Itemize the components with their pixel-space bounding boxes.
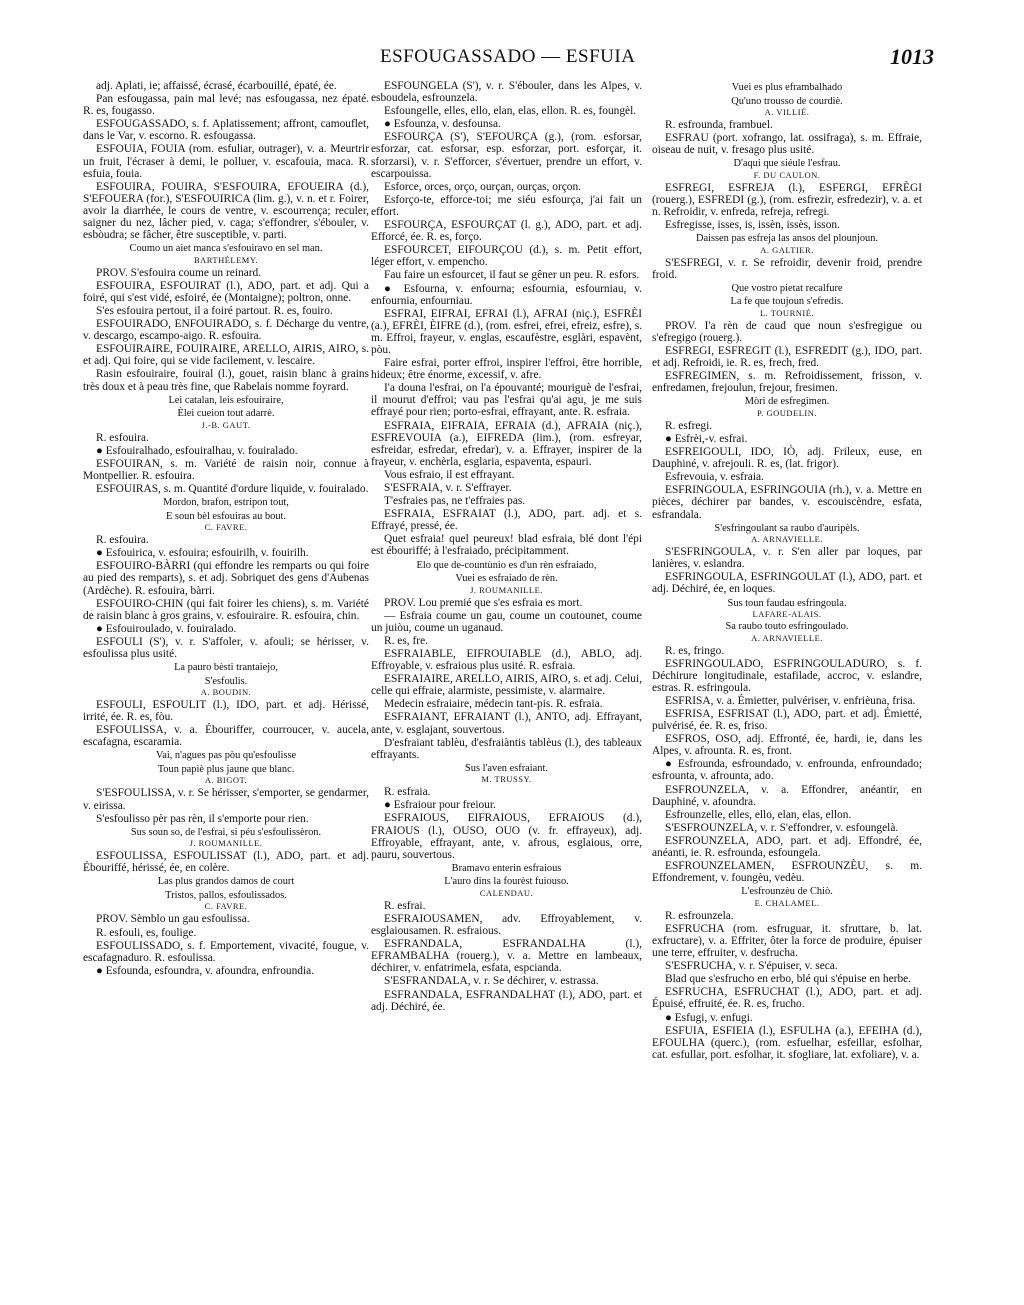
dictionary-entry: Pan esfougassa, pain mal levé; nas esfougassa, nez épaté. R. es, fougasso.: [83, 93, 369, 118]
quotation-author: LAFARE-ALAIS.: [752, 609, 822, 620]
quotation-author: A. VILLIÉ.: [764, 107, 810, 117]
dictionary-entry: ESFRANDALA, ESFRANDALHAT (l.), ADO, part. et adj. Déchiré, ée.: [371, 988, 642, 1013]
quotation-author: C. FAVRE.: [204, 522, 248, 533]
quotation-line: Elo que de-countùnio es d'un rèn esfraiado,: [416, 559, 597, 571]
quotation-line: Mordon, brafon, estripon tout,: [163, 497, 289, 509]
dictionary-entry: ESFOUIRA, ESFOUIRAT (l.), ADO, part. et adj. Qui a foiré, qui s'est vidé, esfoiré, ée (Montaigne); poltron, onne.: [83, 279, 369, 304]
dictionary-entry: Esforço-te, efforce-toi; me siéu esfourça, j'ai fait un effort.: [371, 193, 642, 218]
running-title: ESFOUGASSADO — ESFUIA: [380, 46, 636, 67]
quotation-line: Daissen pas esfreja las ansos del plounjoun.: [695, 233, 879, 245]
dictionary-entry: ESFREGI, ESFREGIT (l.), ESFREDIT (g.), IDO, part. et adj. Refroidi, ie. R. es, frech, fred.: [652, 345, 922, 370]
dictionary-entry: ● Esfouiroulado, v. fouiralado.: [96, 622, 237, 635]
dictionary-entry: ESFRAI, EIFRAI, EFRAI (l.), AFRAI (niç.), ESFRÈI (a.), EFRÈI, ÈIFRE (d.), (rom. esfrei, efrei, efreiz, esfre), s. m. Effroi, frayeur, v. englas, escaufèstre, esglàri, espavènt, pòu.: [371, 307, 642, 356]
dictionary-entry: S'ESFRANDALA, v. r. Se déchirer, v. estrassa.: [384, 975, 599, 988]
quotation-author: M. TRUSSY.: [481, 774, 532, 785]
dictionary-entry: ● Esfouirica, v. esfouira; esfouirilh, v. fouirilh.: [96, 547, 309, 560]
quotation-author: L. TOURNIÉ.: [759, 307, 815, 318]
quotation-author: A. ARNAVIELLE.: [751, 632, 823, 643]
dictionary-entry: PROV. I'a rèn de caud que noun s'esfregigue ou s'efregigo (rouerg.).: [652, 319, 922, 344]
dictionary-entry: PROV. S'esfouira coume un reinard.: [96, 266, 262, 279]
dictionary-entry: ● Esfouiralhado, esfouiralhau, v. fouiralado.: [96, 444, 298, 457]
dictionary-entry: ESFOUIRO-BÀRRI (qui effondre les remparts ou qui foire au pied des remparts), s. et adj. Sobriquet des gens d'Aubenas (Ardèche). R. esfouira, bàrri.: [83, 560, 369, 597]
dictionary-entry: ESFOUIRAS, s. m. Quantité d'ordure liquide, v. fouiralado.: [96, 483, 369, 496]
dictionary-entry: R. esfraia.: [384, 786, 431, 799]
dictionary-entry: ESFRINGOULA, ESFRINGOULAT (l.), ADO, part. et adj. Déchiré, ée, en loques.: [652, 571, 922, 596]
dictionary-entry: R. esfouira.: [96, 534, 149, 547]
dictionary-entry: I'a douna l'esfrai, on l'a épouvanté; mouriguè de l'esfrai, il mourut d'effroi; vau pas l'esfrai qu'ai agu, je me suis effrayé pour rien; porto-esfrai, effrayant, ante. R. esfraia.: [371, 382, 642, 419]
dictionary-entry: ESFREIGOULI, IDO, IÒ, adj. Frileux, euse, en Dauphiné, v. afrejouli. R. es, (lat. frigor).: [652, 446, 922, 471]
quotation-line: Sus toun faudau esfringoula.: [727, 597, 847, 609]
dictionary-entry: ESFROUNZELA, v. a. Effondrer, anéantir, en Dauphiné, v. afoundra.: [652, 783, 922, 808]
dictionary-entry: ESFRISA, v. a. Émietter, pulvériser, v. enfrièuna, frisa.: [665, 694, 916, 707]
page-header: [0, 46, 1024, 72]
dictionary-entry: ESFROUNZELA, ADO, part. et adj. Effondré, ée, anéanti, ie. R. esfrounda, esfoungela.: [652, 834, 922, 860]
dictionary-entry: Faire esfrai, porter effroi, inspirer l'effroi, être horrible, hideux; être énorme, excessif, v. afre.: [371, 357, 642, 382]
quotation-line: D'aqui que siéule l'esfrau.: [733, 158, 841, 170]
dictionary-entry: ESFOURÇA, ESFOURÇAT (l. g.), ADO, part. et adj. Efforcé, ée. R. es, forço.: [371, 219, 642, 244]
dictionary-entry: PROV. Lou premié que s'es esfraia es mort.: [384, 596, 583, 609]
quotation-line: Vai, n'agues pas pòu qu'esfoulisse: [155, 750, 297, 762]
dictionary-entry: S'es esfouira pertout, il a foiré partout. R. es, fouiro.: [96, 305, 333, 317]
quotation-line: E soun bèl esfouiras au bout.: [165, 510, 287, 522]
dictionary-entry: ● Esfraiour pour freiour.: [384, 799, 496, 812]
dictionary-entry: S'ESFREGI, v. r. Se refroidir, devenir froid, prendre froid.: [652, 256, 922, 281]
dictionary-entry: ESFROUNZELAMEN, ESFROUNZÈU, s. m. Effondrement, v. foungèu, vedèu.: [652, 860, 922, 885]
dictionary-entry: Esfrevouia, v. esfraia.: [665, 471, 764, 484]
dictionary-entry: R. esfrai.: [384, 899, 426, 912]
dictionary-entry: Esfrounzelle, elles, ello, elan, elas, ellon.: [665, 808, 852, 821]
dictionary-entry: ESFREGIMEN, s. m. Refroidissement, frisson, v. enfredamen, frejoulun, frejour, fresimen.: [652, 370, 922, 395]
dictionary-entry: ESFRAIABLE, EIFROUIABLE (d.), ABLO, adj. Effroyable, v. esfraious plus usité. R. esfraia.: [371, 647, 642, 673]
dictionary-entry: D'esfraiant tablèu, d'esfraiàntis tablèus (l.), des tableaux effrayants.: [371, 736, 642, 761]
quotation-line: Sa raubo touto esfringoulado.: [725, 621, 849, 633]
dictionary-entry: Blad que s'esfrucho en erbo, blé qui s'épuise en herbe.: [665, 973, 912, 986]
quotation-line: Tristos, pallos, esfoulissados.: [165, 889, 287, 901]
quotation-author: J.-B. GAUT.: [201, 419, 251, 430]
dictionary-entry: ESFOUNGELA (S'), v. r. S'ébouler, dans les Alpes, v. esboudela, esfrounzela.: [371, 80, 642, 105]
quotation-author: F. DU CAULON.: [753, 169, 821, 180]
dictionary-entry: Vous esfraio, il est effrayant.: [384, 468, 515, 481]
dictionary-entry: ESFOURCET, EIFOURÇOU (d.), s. m. Petit effort, léger effort, v. empencho.: [371, 244, 642, 269]
dictionary-entry: R. esfouli, es, foulige.: [96, 926, 197, 939]
dictionary-entry: ESFRUCHA, ESFRUCHAT (l.), ADO, part. et adj. Épuisé, effruité, ée. R. es, frucho.: [652, 986, 922, 1011]
dictionary-entry: Quet esfraia! quel peureux! blad esfraia, blé dont l'épi est ébouriffé; à l'esfraiado, précipitamment.: [371, 533, 642, 558]
quotation-line: Qu'uno trousso de courdiè.: [731, 95, 843, 107]
dictionary-entry: R. es, fringo.: [665, 644, 725, 657]
quotation-author: A. BIGOT.: [204, 775, 248, 786]
quotation-author: BARTHÉLEMY.: [193, 254, 259, 265]
dictionary-entry: S'ESFROUNZELA, v. r. S'effondrer, v. esfoungelà.: [665, 821, 899, 834]
quotation-line: Coumo un aiet manca s'esfouiravo en sel man.: [129, 243, 323, 255]
dictionary-entry: adj. Aplati, ie; affaissé, écrasé, écarbouillé, épaté, ée.: [96, 80, 337, 92]
quotation-line: Sus l'aven esfraiant.: [465, 762, 548, 774]
dictionary-entry: R. es, fre.: [384, 634, 428, 647]
dictionary-entry: T'esfraies pas, ne t'effraies pas.: [384, 495, 526, 508]
dictionary-entry: ESFRANDALA, ESFRANDALHA (l.), EFRAMBALHA (rouerg.), v. a. Mettre en lambeaux, déchirer, v. enfatrimela, esfata, espcianda.: [371, 938, 642, 975]
dictionary-entry: ESFOULISSA, ESFOULISSAT (l.), ADO, part. et adj. Ébouriffé, hérissé, ée, en colère.: [83, 850, 369, 875]
dictionary-entry: ESFOULI (S'), v. r. S'affoler, v. afouli; se hérisser, v. esfoulissa plus usité.: [83, 635, 369, 660]
quotation-line: Mòri de esfregimen.: [744, 396, 830, 408]
dictionary-entry: ● Esfourna, v. enfourna; esfournia, esfourniau, v. enfournia, enfourniau.: [371, 282, 642, 307]
quotation-line: Sus soun so, de l'esfrai, si péu s'esfoulissèron.: [130, 826, 322, 838]
dictionary-entry: S'ESFRINGOULA, v. r. S'en aller par loques, par lanières, v. eslandra.: [652, 546, 922, 571]
quotation-line: L'auro dins la fourèst fuiouso.: [444, 876, 569, 888]
dictionary-entry: ESFOULI, ESFOULIT (l.), IDO, part. et adj. Hérissé, irrité, ée. R. es, fòu.: [83, 699, 369, 724]
dictionary-entry: R. esfrounda, frambuel.: [665, 119, 773, 131]
dictionary-entry: — Esfraia coume un gau, coume un coutounet, coume un juiòu, coume un uganaud.: [371, 609, 642, 634]
quotation-author: A. GALTIER.: [760, 244, 814, 255]
quotation-author: J. ROUMANILLE.: [189, 838, 263, 849]
dictionary-entry: ESFROS, OSO, adj. Effronté, ée, hardi, ie, dans les Alpes, v. afrounta. R. es, front.: [652, 733, 922, 758]
quotation-author: E. CHALAMEL.: [754, 897, 820, 908]
dictionary-entry: R. esfrounzela.: [665, 909, 734, 922]
quotation-author: J. ROUMANILLE.: [470, 584, 543, 595]
dictionary-entry: ESFRUCHA (rom. esfruguar, it. sfruttare, b. lat. exfructare), v. a. Effriter, ôter la force de produire, épuiser une terre, effruiter, v. desfrucha.: [652, 922, 922, 960]
quotation-line: La fe que toujoun s'efredis.: [730, 296, 844, 308]
dictionary-entry: ESFRAIA, EIFRAIA, EFRAIA (d.), AFRAIA (niç.), ESFREVOUIA (a.), EIFREDA (lim.), (rom. esfreyar, esfreidar, esfredar, efredar), v. a. Effrayer, inspirer de la frayeur, v. enchèrla, esglaria, espaventa, espauri.: [371, 419, 642, 468]
dictionary-entry: ESFRINGOULADO, ESFRINGOULADURO, s. f. Déchirure longitudinale, estafilade, accroc, v. eslandre, estras. R. esfringoula.: [652, 657, 922, 694]
quotation-line: Que vostro pietat recalfure: [731, 282, 843, 294]
dictionary-entry: ● Esfrèi,-v. esfrai.: [665, 433, 748, 445]
dictionary-entry: ESFOULISSADO, s. f. Emportement, vivacité, fougue, v. escafagnaduro. R. esfoulissa.: [83, 939, 369, 964]
dictionary-entry: ESFOUIA, FOUIA (rom. esfuliar, outrager), v. a. Meurtrir un fruit, l'écraser à demi, le polluer, v. escafouia, maca. R. esfuia, fouia.: [83, 143, 369, 180]
dictionary-entry: Rasin esfouiraire, fouiral (l.), gouet, raisin blanc à grains très doux et à peau très fine, que Rabelais nomme foyrard.: [83, 368, 369, 393]
quotation-author: P. GOUDELIN.: [756, 407, 818, 418]
quotation-author: C. FAVRE.: [204, 901, 248, 912]
dictionary-entry: ● Esfrounda, esfroundado, v. enfrounda, enfroundado; esfrounta, v. afrounta, ado.: [652, 758, 922, 783]
quotation-author: CALENDAU.: [479, 887, 534, 898]
dictionary-entry: ● Esfounza, v. desfounsa.: [384, 118, 501, 131]
dictionary-entry: ESFRINGOULA, ESFRINGOUIA (rh.), v. a. Mettre en pièces, déchirer par bandes, v. escouiscèndre, esfata, esfrandala.: [652, 484, 922, 521]
dictionary-entry: ESFOUIRAN, s. m. Variété de raisin noir, connue à Montpellier. R. esfouira.: [83, 457, 369, 482]
column-2: [371, 80, 642, 1014]
quotation-line: La pauro bèsti trantaiejo,: [174, 662, 278, 674]
dictionary-entry: S'ESFRUCHA, v. r. S'épuiser, v. seca.: [665, 960, 838, 973]
dictionary-entry: Esforce, orces, orço, ourçan, ourças, orçon.: [384, 180, 582, 193]
dictionary-entry: ESFOULISSA, v. a. Ébouriffer, courroucer, v. aucela, escafagna, escaramia.: [83, 724, 369, 749]
dictionary-entry: ● Esfounda, esfoundra, v. afoundra, enfroundia.: [96, 964, 315, 977]
quotation-line: L'esfrounzèu de Chiò.: [741, 886, 833, 898]
dictionary-entry: S'ESFOULISSA, v. r. Se hérisser, s'emporter, se gendarmer, v. eirissa.: [83, 787, 369, 812]
dictionary-entry: ESFRAIOUSAMEN, adv. Effroyablement, v. esglaiousamen. R. esfraious.: [371, 912, 642, 938]
dictionary-entry: ESFOUIRA, FOUIRA, S'ESFOUIRA, EFOUEIRA (d.), S'EFOUERA (for.), S'ESFOUIRICA (lim. g.), v. n. et r. Foirer, avoir la diarrhée, le cours de ventre, v. escourrença; reculer, saigner du nez, lâcher pied, v. caga; s'effondrer, s'ébouler, v. esbòudra; se fâcher, être susceptible, v. parti.: [83, 180, 369, 242]
quotation-line: S'esfoulis.: [204, 675, 248, 687]
dictionary-entry: S'esfoulisso pèr pas rèn, il s'emporte pour rien.: [96, 812, 309, 825]
dictionary-entry: ESFOUGASSADO, s. f. Aplatissement; affront, camouflet, dans le Var, v. escorno. R. esfougassa.: [83, 118, 369, 143]
dictionary-entry: Medecin esfraiaire, médecin tant-pis. R. esfraia.: [384, 698, 603, 711]
dictionary-entry: ● Esfugi, v. enfugi.: [665, 1011, 753, 1024]
dictionary-entry: R. esfregi.: [665, 419, 713, 432]
dictionary-entry: Esfregisse, isses, is, issèn, issès, isson.: [665, 219, 840, 232]
dictionary-entry: Esfoungelle, elles, ello, elan, elas, ellon. R. es, foungèl.: [384, 105, 637, 118]
dictionary-entry: ESFOURÇA (S'), S'EFOURÇA (g.), (rom. esforsar, esforzar, cat. esforsar, esp. esforzar, port. esforçar, it. sforzarsi), v. r. S'efforcer, s'évertuer, prendre un effort, v. escarpouissa.: [371, 131, 642, 180]
dictionary-entry: ESFUIA, ESFIEIA (l.), ESFULHA (a.), EFEIHA (d.), EFOULHA (querc.), (rom. esfuelhar, esfeillar, esfolhar, cat. esfullar, port. esfolhar, it. sfogliare, lat. exfoliare), v. a.: [652, 1024, 922, 1061]
dictionary-entry: ESFOUIRAIRE, FOUIRAIRE, ARELLO, AIRIS, AIRO, s. et adj. Qui foire, qui se vide facilement, v. lescaire.: [83, 343, 369, 368]
quotation-line: Vuei es esfraiado de rèn.: [455, 573, 558, 585]
dictionary-entry: ESFREGI, ESFREJA (l.), ESFERGI, EFRÈGI (rouerg.), ESFREDI (g.), (rom. esfrezir, esfredezir), v. a. et n. Refroidir, v. enfreda, refreja, refregi.: [652, 181, 922, 218]
quotation-line: Èlei cueion tout adarrè.: [177, 408, 275, 420]
dictionary-entry: ESFRAIA, ESFRAIAT (l.), ADO, part. adj. et s. Effrayé, pressé, ée.: [371, 508, 642, 533]
quotation-line: Toun papiè plus jaune que blanc.: [157, 763, 295, 775]
dictionary-entry: Fau faire un esfourcet, il faut se gêner un peu. R. esfors.: [384, 269, 640, 282]
dictionary-entry: ESFRAU (port. xofrango, lat. ossifraga), s. m. Effraie, oiseau de nuit, v. fresago plus usité.: [652, 132, 922, 157]
quotation-line: Las plus grandos damos de court: [157, 876, 295, 888]
column-3: [652, 80, 922, 1062]
quotation-line: Bramavo enterin esfraious: [451, 862, 562, 874]
quotation-line: S'esfringoulant sa raubo d'auripèls.: [714, 522, 860, 534]
dictionary-entry: ESFOUIRADO, ENFOUIRADO, s. f. Décharge du ventre, v. descargo, escampo-aigo. R. esfouira.: [83, 318, 369, 343]
dictionary-entry: S'ESFRAIA, v. r. S'effrayer.: [384, 482, 512, 494]
page-number: 1013: [890, 44, 934, 69]
dictionary-entry: ESFRISA, ESFRISAT (l.), ADO, part. et adj. Émietté, pulvérisé, ée. R. es, friso.: [652, 708, 922, 733]
dictionary-entry: ESFRAIAIRE, ARELLO, AIRIS, AIRO, s. et adj. Celui, celle qui effraie, alarmiste, pessimiste, v. alarmaire.: [371, 673, 642, 698]
column-1: [83, 80, 369, 978]
quotation-line: Lei catalan, leis esfouiraire,: [168, 394, 284, 406]
quotation-author: A. BOUDIN.: [200, 687, 252, 698]
dictionary-entry: ESFRAIANT, EFRAIANT (l.), ANTO, adj. Effrayant, ante, v. esglajant, souvertous.: [371, 711, 642, 736]
quotation-line: Vuei es plus eframbalhado: [731, 82, 843, 93]
dictionary-entry: ESFOUIRO-CHIN (qui fait foirer les chiens), s. m. Variété de raisin blanc à gros grains, v. esfouiraire. R. esfouira, chin.: [83, 597, 369, 622]
quotation-author: A. ARNAVIELLE.: [751, 534, 823, 545]
dictionary-entry: ESFRAIOUS, EIFRAIOUS, EFRAIOUS (d.), FRAIOUS (l.), OUSO, OUO (v. fr. effrayeux), adj. Effroyable, effrayant, ante, v. afrous, esglaious, orre, pauru, souvertous.: [371, 812, 642, 861]
dictionary-entry: R. esfouira.: [96, 431, 149, 444]
dictionary-entry: PROV. Sèmblo un gau esfoulissa.: [96, 913, 250, 926]
